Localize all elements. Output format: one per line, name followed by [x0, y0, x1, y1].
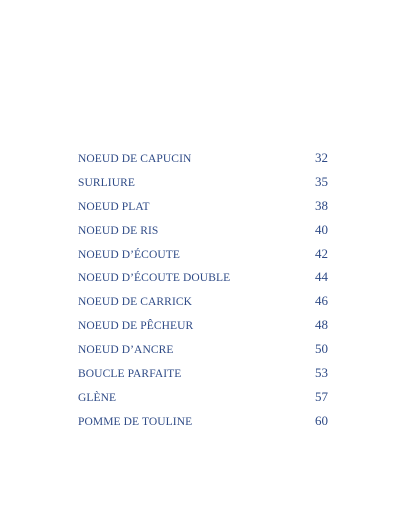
toc-entry[interactable]: [78, 174, 328, 198]
toc-entry[interactable]: [78, 222, 328, 246]
toc-entry-title: NOEUD D’ANCRE: [78, 344, 174, 357]
toc-entry[interactable]: [78, 389, 328, 413]
toc-entry-title: NOEUD DE CARRICK: [78, 296, 193, 309]
toc-entry-page: 46: [315, 293, 328, 309]
table-of-contents: [78, 150, 328, 437]
toc-entry-title: NOEUD DE RIS: [78, 224, 159, 237]
toc-entry-title: POMME DE TOULINE: [78, 415, 193, 428]
toc-entry-page: 48: [315, 317, 328, 333]
toc-entry[interactable]: [78, 198, 328, 222]
toc-entry-page: 38: [315, 197, 328, 213]
toc-entry-page: 42: [315, 245, 328, 261]
toc-entry-page: 32: [315, 150, 328, 165]
toc-entry-title: SURLIURE: [78, 176, 136, 189]
toc-entry[interactable]: [78, 246, 328, 270]
toc-entry[interactable]: [78, 293, 328, 317]
toc-entry-title: NOEUD DE PÊCHEUR: [78, 320, 194, 333]
toc-entry-page: 50: [315, 341, 328, 357]
toc-entry[interactable]: [78, 341, 328, 365]
toc-entry-title: NOEUD DE CAPUCIN: [78, 153, 192, 165]
toc-entry[interactable]: [78, 269, 328, 293]
toc-entry-title: NOEUD PLAT: [78, 200, 150, 213]
toc-entry-title: BOUCLE PARFAITE: [78, 368, 182, 381]
toc-entry-page: 60: [315, 412, 328, 428]
toc-entry-title: GLÈNE: [78, 391, 117, 404]
toc-entry-page: 35: [315, 173, 328, 189]
toc-entry[interactable]: [78, 413, 328, 437]
toc-entry-page: 40: [315, 221, 328, 237]
toc-entry-page: 57: [315, 388, 328, 404]
toc-entry-title: NOEUD D’ÉCOUTE: [78, 248, 181, 261]
toc-entry-page: 53: [315, 365, 328, 381]
toc-entry-page: 44: [315, 269, 328, 285]
toc-entry-title: NOEUD D’ÉCOUTE DOUBLE: [78, 272, 231, 285]
toc-entry[interactable]: [78, 150, 328, 174]
toc-entry[interactable]: [78, 317, 328, 341]
toc-entry[interactable]: [78, 365, 328, 389]
